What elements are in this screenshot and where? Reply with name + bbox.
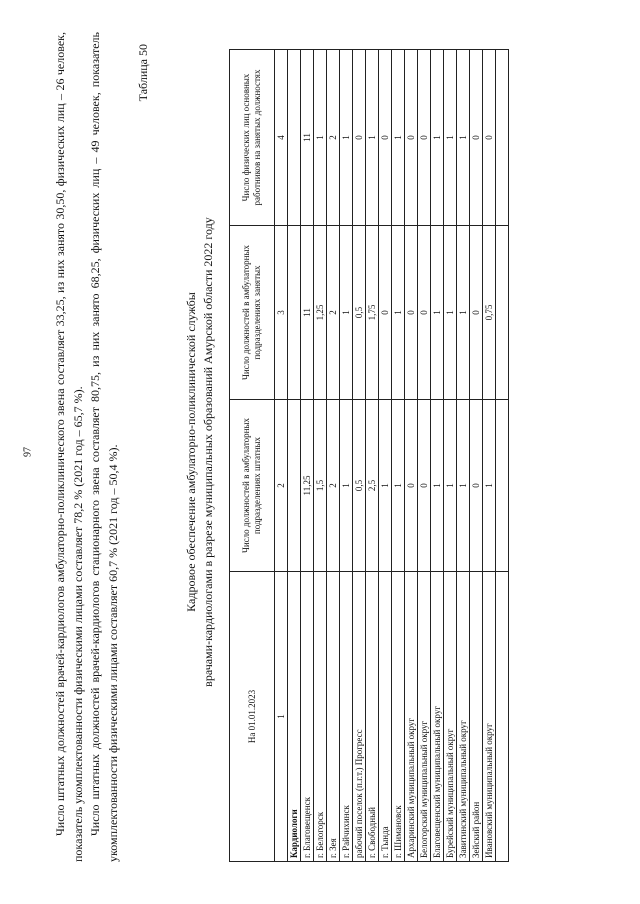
physical-persons-cell: 1 <box>457 50 470 226</box>
positions-occupied-cell: 1 <box>392 226 405 400</box>
municipality-name: Ивановский муниципальный округ <box>483 572 496 862</box>
table-row <box>366 50 379 862</box>
staffing-table <box>229 49 509 862</box>
positions-staff-cell: 0 <box>470 400 483 572</box>
column-number: 3 <box>275 226 288 400</box>
positions-occupied-cell: 0 <box>418 226 431 400</box>
column-number: 1 <box>275 572 288 862</box>
municipality-name: Бурейский муниципальный округ <box>444 572 457 862</box>
positions-occupied-cell: 1,75 <box>366 226 379 400</box>
paragraph-text: Число штатных должностей врачей-кардиологов стационарного звена составляет 80,75, из них занято 68,25, физических лиц – 49 человек, показатель укомплектованности физическими лицами составляет 60,7 % (2021 год – 50,4 %). <box>88 32 120 862</box>
positions-staff-cell <box>496 400 509 572</box>
physical-persons-cell: 1 <box>314 50 327 226</box>
positions-occupied-cell <box>496 226 509 400</box>
physical-persons-cell: 11 <box>301 50 314 226</box>
table-body <box>288 50 509 862</box>
header-positions-occupied: Число должностей в амбулаторных подразделениях занятых <box>230 226 275 400</box>
positions-occupied-cell: 0 <box>405 226 418 400</box>
municipality-name: Белогорский муниципальный округ <box>418 572 431 862</box>
table-row <box>340 50 353 862</box>
table-row <box>470 50 483 862</box>
municipality-name: г. Шимановск <box>392 572 405 862</box>
physical-persons-cell: 0 <box>353 50 366 226</box>
positions-occupied-cell: 0 <box>470 226 483 400</box>
table-row <box>405 50 418 862</box>
physical-persons-cell: 1 <box>444 50 457 226</box>
municipality-name: рабочий поселок (п.г.т.) Прогресс <box>353 572 366 862</box>
physical-persons-cell: 0 <box>379 50 392 226</box>
table-row <box>379 50 392 862</box>
table-column-numbers <box>275 50 288 862</box>
rotated-content <box>52 32 628 872</box>
table-row <box>457 50 470 862</box>
table-title-line2: врачами-кардиологами в разрезе муниципальных образований Амурской области 2022 году <box>201 217 215 687</box>
municipality-name: г. Благовещенск <box>301 572 314 862</box>
positions-occupied-cell: 1 <box>457 226 470 400</box>
table-row <box>327 50 340 862</box>
positions-occupied-cell: 0,75 <box>483 226 496 400</box>
table-row <box>483 50 496 862</box>
physical-persons-cell: 1 <box>431 50 444 226</box>
positions-staff-cell: 2 <box>327 400 340 572</box>
positions-staff-cell: 0 <box>405 400 418 572</box>
municipality-name: г. Свободный <box>366 572 379 862</box>
table-title-line1: Кадровое обеспечение амбулаторно-поликлинической службы <box>184 292 198 612</box>
positions-staff-cell: 1 <box>379 400 392 572</box>
positions-staff-cell: 0 <box>418 400 431 572</box>
positions-occupied-cell: 0 <box>379 226 392 400</box>
positions-staff-cell: 1 <box>340 400 353 572</box>
table-header-row <box>230 50 275 862</box>
municipality-name: г. Райчихинск <box>340 572 353 862</box>
column-number: 4 <box>275 50 288 226</box>
table-row <box>392 50 405 862</box>
physical-persons-cell: 0 <box>483 50 496 226</box>
positions-occupied-cell: 1 <box>444 226 457 400</box>
physical-persons-cell: 2 <box>327 50 340 226</box>
table-row <box>418 50 431 862</box>
column-number: 2 <box>275 400 288 572</box>
municipality-name: Архаринский муниципальный округ <box>405 572 418 862</box>
municipality-name: Кардиологи <box>288 572 301 862</box>
physical-persons-cell: 1 <box>392 50 405 226</box>
positions-occupied-cell: 11 <box>301 226 314 400</box>
table-row <box>444 50 457 862</box>
positions-staff-cell <box>288 400 301 572</box>
positions-occupied-cell: 1 <box>431 226 444 400</box>
positions-staff-cell: 11,25 <box>301 400 314 572</box>
header-date: На 01.01.2023 <box>230 572 275 862</box>
positions-occupied-cell: 1,25 <box>314 226 327 400</box>
physical-persons-cell: 1 <box>366 50 379 226</box>
positions-occupied-cell <box>288 226 301 400</box>
table-section-row <box>288 50 301 862</box>
municipality-name: Завитинский муниципальный округ <box>457 572 470 862</box>
header-positions-staff: Число должностей в амбулаторных подразделениях штатных <box>230 400 275 572</box>
table-label: Таблица 50 <box>136 44 150 102</box>
physical-persons-cell <box>288 50 301 226</box>
positions-staff-cell: 1 <box>431 400 444 572</box>
table-row <box>314 50 327 862</box>
paragraph-ambulatory <box>52 32 87 872</box>
municipality-name: г. Зея <box>327 572 340 862</box>
positions-occupied-cell: 1 <box>340 226 353 400</box>
physical-persons-cell <box>496 50 509 226</box>
positions-staff-cell: 0,5 <box>353 400 366 572</box>
municipality-name: Зейский район <box>470 572 483 862</box>
positions-staff-cell: 1 <box>444 400 457 572</box>
table-row <box>301 50 314 862</box>
positions-staff-cell: 1 <box>392 400 405 572</box>
header-physical-persons: Число физических лиц основных работников на занятых должностях <box>230 50 275 226</box>
physical-persons-cell: 0 <box>470 50 483 226</box>
physical-persons-cell: 1 <box>340 50 353 226</box>
table-row <box>353 50 366 862</box>
physical-persons-cell: 0 <box>418 50 431 226</box>
positions-occupied-cell: 2 <box>327 226 340 400</box>
paragraph-inpatient <box>87 32 122 872</box>
municipality-name <box>496 572 509 862</box>
table-row <box>496 50 509 862</box>
municipality-name: г. Белогорск <box>314 572 327 862</box>
positions-occupied-cell: 0,5 <box>353 226 366 400</box>
physical-persons-cell: 0 <box>405 50 418 226</box>
table-title <box>183 32 217 872</box>
page-number: 97 <box>22 447 34 457</box>
paragraph-text: Число штатных должностей врачей-кардиологов амбулаторно-поликлинического звена составляет 33,25, из них занято 30,50, физических лиц – 26 человек, показатель укомплектованности физическими лицами составляет 78,2 % (2021 год – 65,7 %). <box>53 32 85 862</box>
positions-staff-cell: 2,5 <box>366 400 379 572</box>
table-row <box>431 50 444 862</box>
municipality-name: г. Тында <box>379 572 392 862</box>
positions-staff-cell: 1,5 <box>314 400 327 572</box>
municipality-name: Благовещенский муниципальный округ <box>431 572 444 862</box>
positions-staff-cell: 1 <box>457 400 470 572</box>
positions-staff-cell: 1 <box>483 400 496 572</box>
